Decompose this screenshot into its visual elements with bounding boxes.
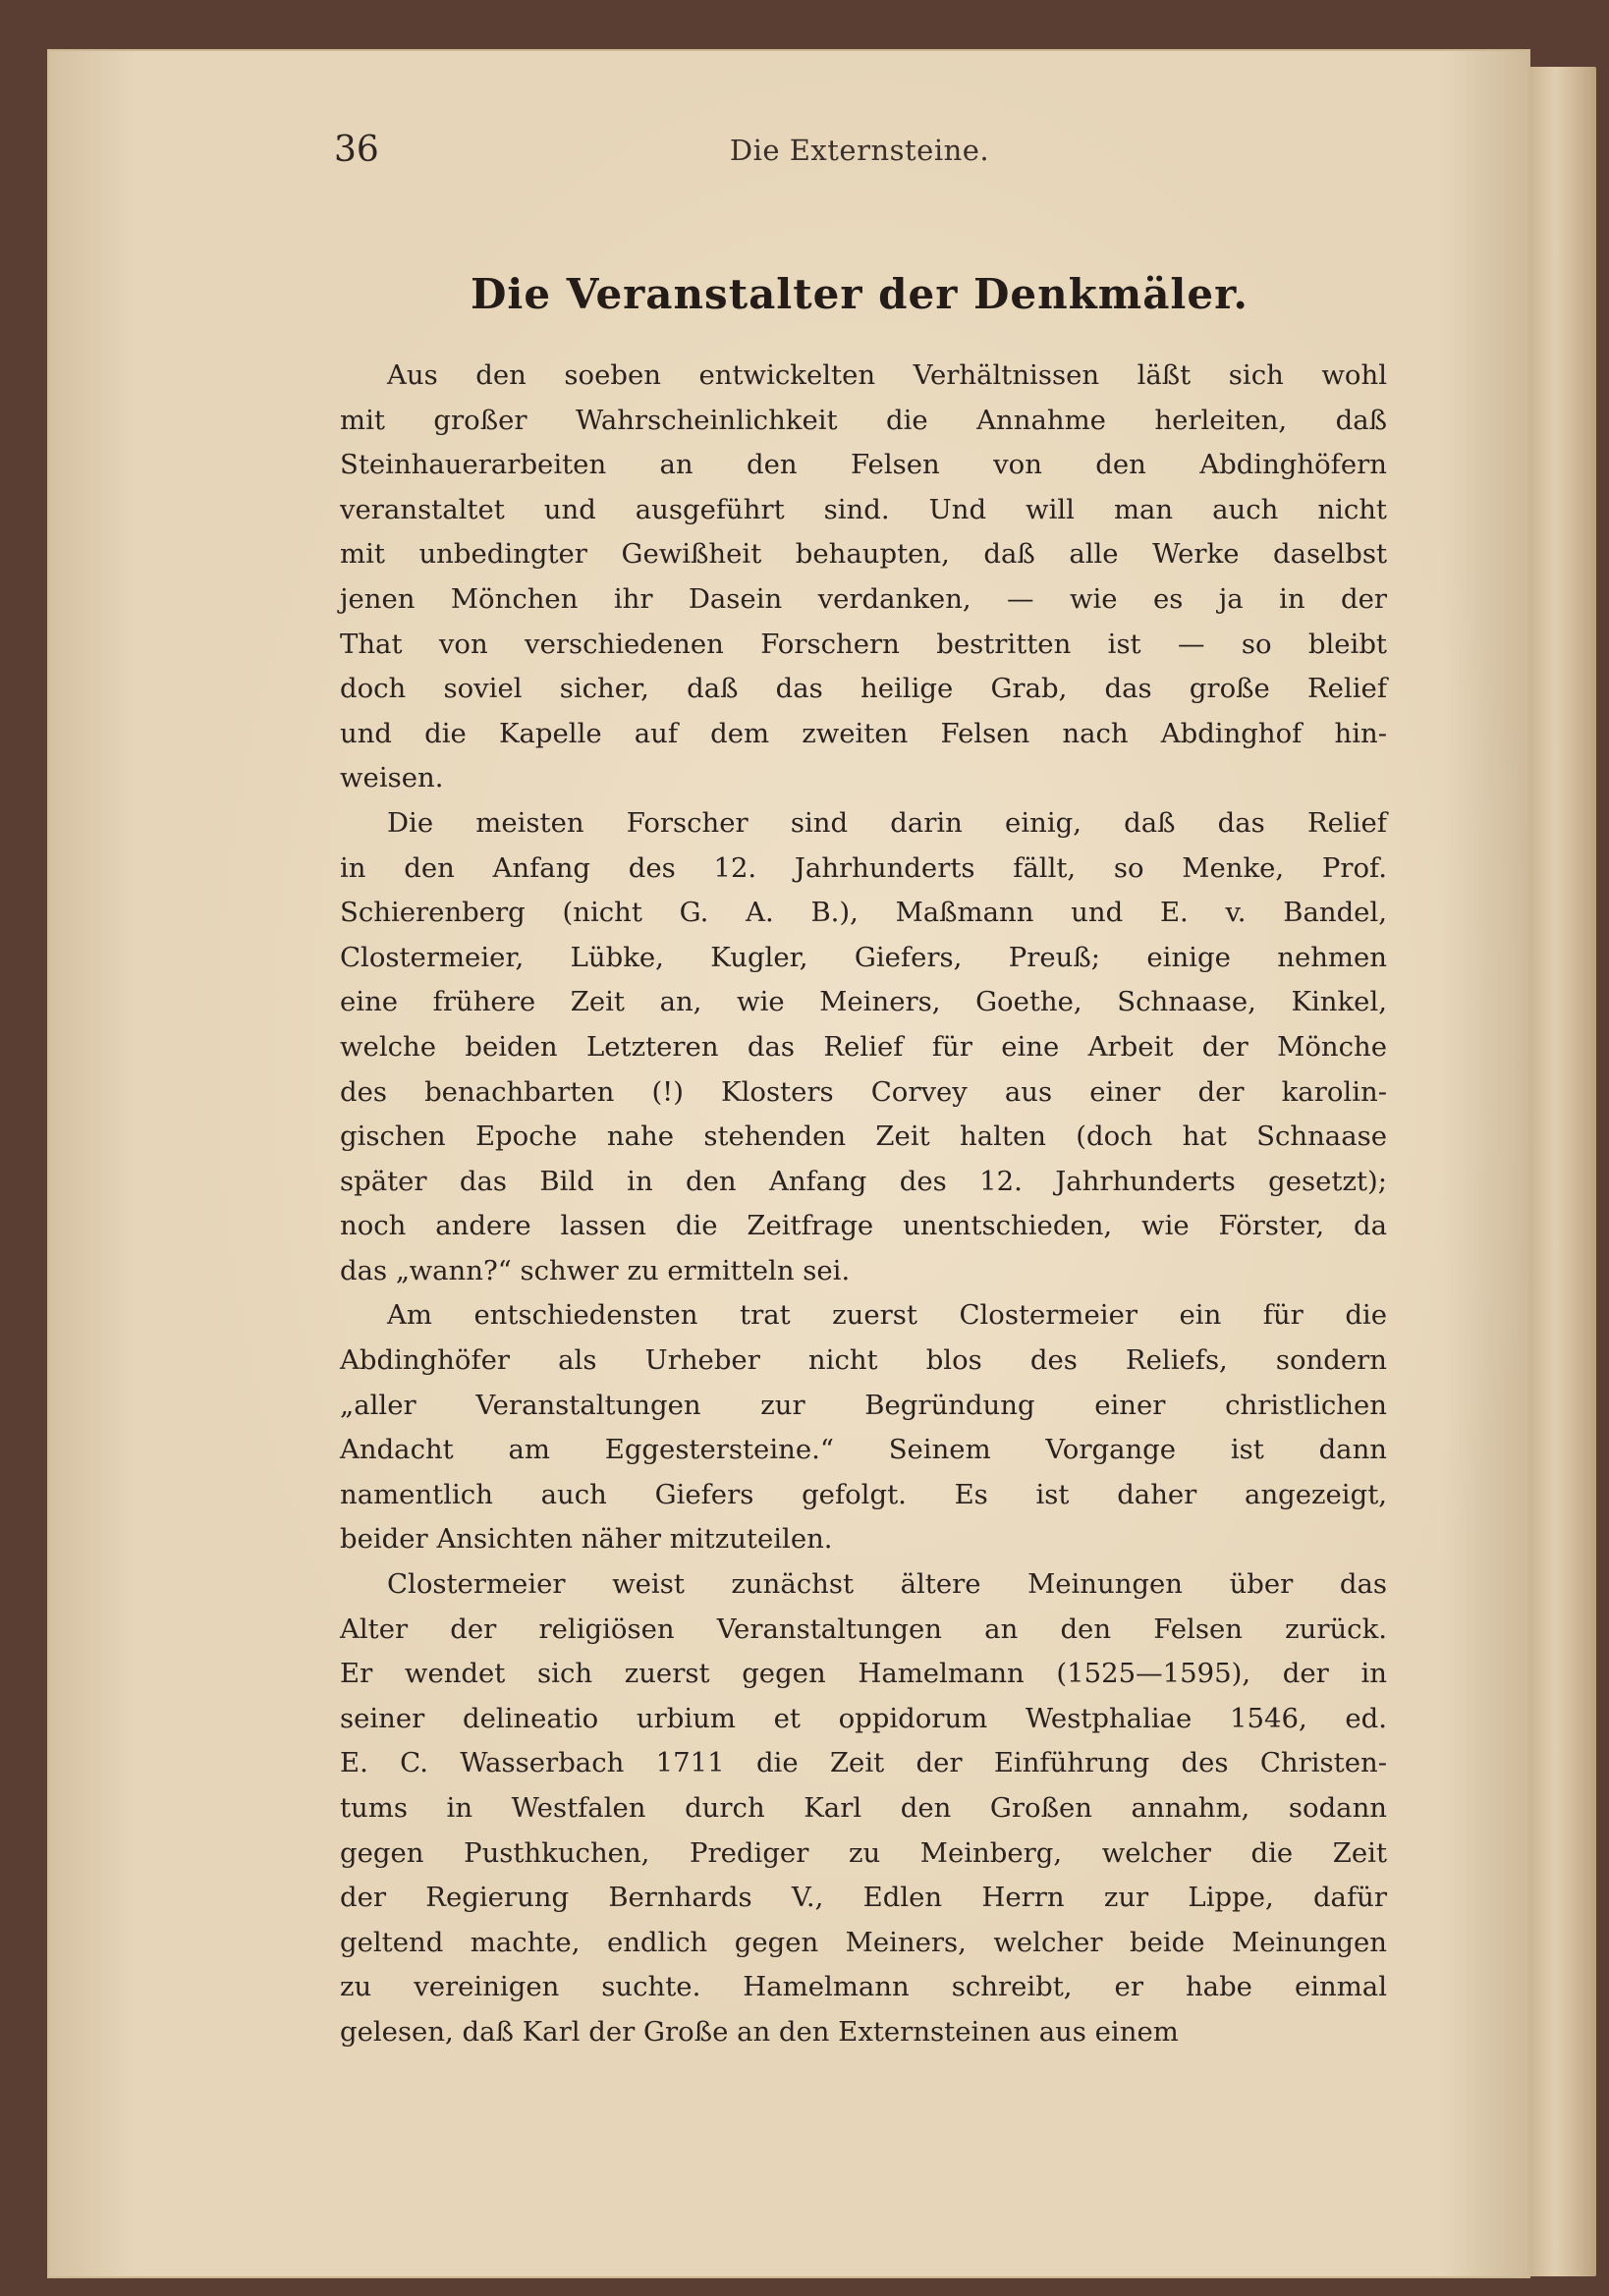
text-line: E. C. Wasserbach 1711 die Zeit der Einführung des Christen- xyxy=(340,1747,1387,1779)
text-line: gischen Epoche nahe stehenden Zeit halten (doch hat Schnaase xyxy=(340,1121,1387,1153)
paragraph xyxy=(340,354,1387,801)
text-line: der Regierung Bernhards V., Edlen Herrn zur Lippe, dafür xyxy=(340,1882,1387,1914)
running-header xyxy=(334,130,1385,189)
body-text xyxy=(340,354,1387,2055)
text-line: noch andere lassen die Zeitfrage unentschieden, wie Förster, da xyxy=(340,1210,1387,1242)
text-line: Am entschiedensten trat zuerst Clostermeier ein für die xyxy=(387,1299,1387,1332)
text-line: Andacht am Eggestersteine.“ Seinem Vorgange ist dann xyxy=(340,1434,1387,1466)
text-line: Schierenberg (nicht G. A. B.), Maßmann und E. v. Bandel, xyxy=(340,897,1387,929)
text-line: welche beiden Letzteren das Relief für eine Arbeit der Mönche xyxy=(340,1030,1387,1063)
text-line: beider Ansichten näher mitzuteilen. xyxy=(340,1523,833,1556)
text-line: Er wendet sich zuerst gegen Hamelmann (1525—1595), der in xyxy=(340,1658,1387,1690)
text-line: tums in Westfalen durch Karl den Großen annahm, sodann xyxy=(340,1792,1387,1824)
text-line: mit großer Wahrscheinlichkeit die Annahme herleiten, daß xyxy=(340,404,1387,436)
text-line: eine frühere Zeit an, wie Meiners, Goethe, Schnaase, Kinkel, xyxy=(340,986,1387,1018)
text-line: das „wann?“ schwer zu ermitteln sei. xyxy=(340,1254,851,1286)
text-line: in den Anfang des 12. Jahrhunderts fällt, so Menke, Prof. xyxy=(340,851,1387,884)
text-line: „aller Veranstaltungen zur Begründung einer christlichen xyxy=(340,1389,1387,1421)
text-line: gelesen, daß Karl der Große an den Externsteinen aus einem xyxy=(340,2015,1179,2048)
text-line: jenen Mönchen ihr Dasein verdanken, — wie es ja in der xyxy=(340,582,1387,615)
paragraph xyxy=(340,1293,1387,1562)
text-line: gegen Pusthkuchen, Prediger zu Meinberg, welcher die Zeit xyxy=(340,1836,1387,1869)
chapter-title: Die Veranstalter der Denkmäler. xyxy=(471,270,1248,318)
text-line: Alter der religiösen Veranstaltungen an den Felsen zurück. xyxy=(340,1613,1387,1645)
paragraph xyxy=(340,801,1387,1294)
text-line: Clostermeier weist zunächst ältere Meinungen über das xyxy=(387,1568,1387,1601)
text-line: des benachbarten (!) Klosters Corvey aus einer der karolin- xyxy=(340,1075,1387,1108)
text-line: doch soviel sicher, daß das heilige Grab, das große Relief xyxy=(340,673,1387,705)
text-line: mit unbedingter Gewißheit behaupten, daß alle Werke daselbst xyxy=(340,538,1387,571)
text-line: geltend machte, endlich gegen Meiners, welcher beide Meinungen xyxy=(340,1926,1387,1958)
text-line: Clostermeier, Lübke, Kugler, Giefers, Preuß; einige nehmen xyxy=(340,941,1387,973)
text-line: Abdinghöfer als Urheber nicht blos des Reliefs, sondern xyxy=(340,1344,1387,1377)
text-line: veranstaltet und ausgeführt sind. Und will man auch nicht xyxy=(340,493,1387,525)
text-line: und die Kapelle auf dem zweiten Felsen nach Abdinghof hin- xyxy=(340,717,1387,749)
book-page-edge xyxy=(1527,67,1596,2276)
text-line: Die meisten Forscher sind darin einig, daß das Relief xyxy=(387,806,1387,839)
text-line: seiner delineatio urbium et oppidorum Westphaliae 1546, ed. xyxy=(340,1702,1387,1734)
running-title: Die Externsteine. xyxy=(729,134,990,167)
page-number: 36 xyxy=(334,130,379,170)
text-line: später das Bild in den Anfang des 12. Jahrhunderts gesetzt); xyxy=(340,1165,1387,1197)
text-line: Steinhauerarbeiten an den Felsen von den Abdinghöfern xyxy=(340,449,1387,481)
text-line: Aus den soeben entwickelten Verhältnissen läßt sich wohl xyxy=(387,359,1387,391)
text-line: namentlich auch Giefers gefolgt. Es ist daher angezeigt, xyxy=(340,1478,1387,1510)
text-line: zu vereinigen suchte. Hamelmann schreibt, er habe einmal xyxy=(340,1971,1387,2003)
text-line: weisen. xyxy=(340,762,444,794)
text-line: That von verschiedenen Forschern bestritten ist — so bleibt xyxy=(340,628,1387,660)
paragraph xyxy=(340,1562,1387,2055)
